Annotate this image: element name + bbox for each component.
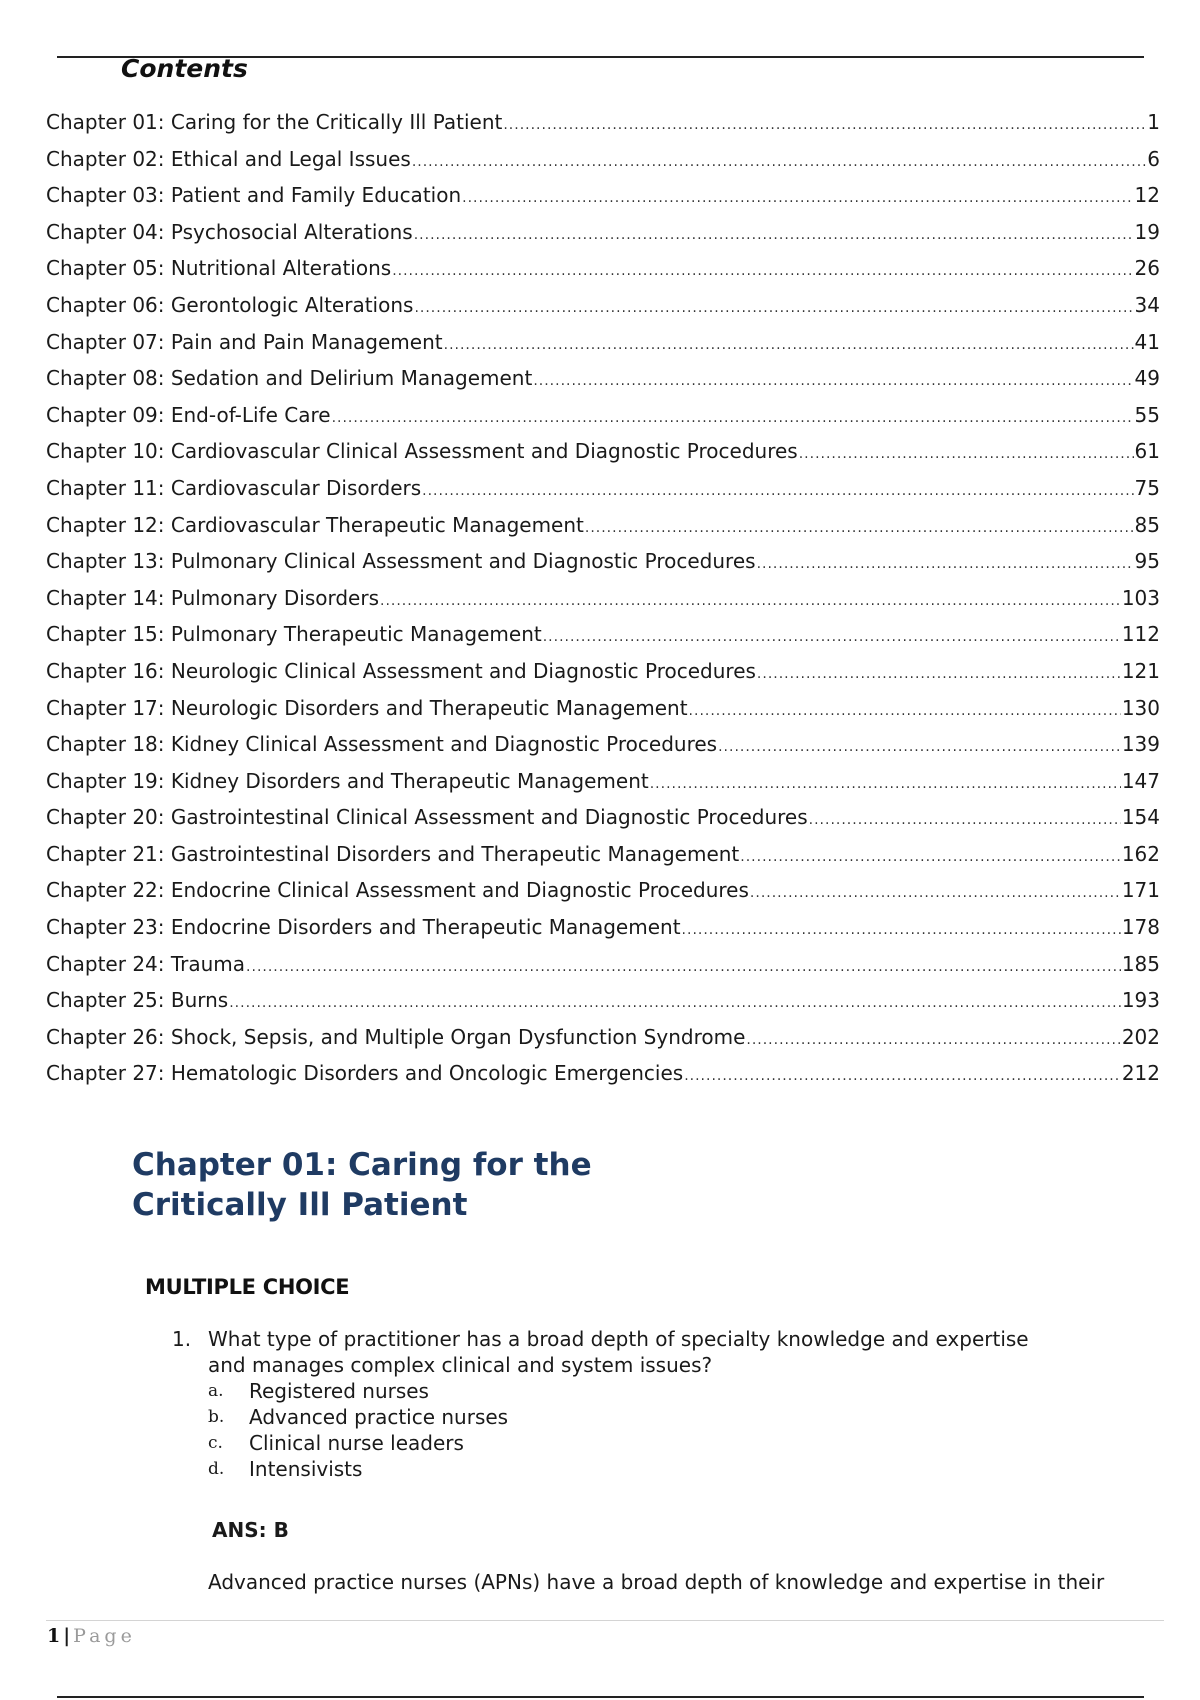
toc-entry[interactable] (46, 878, 1160, 915)
toc-entry-page: 193 (1121, 988, 1160, 1013)
toc-entry-title: Chapter 12: Cardiovascular Therapeutic Management (46, 512, 584, 537)
toc-entry-page: 75 (1134, 475, 1160, 500)
toc-entry-page: 147 (1121, 768, 1160, 793)
toc-entry-page: 178 (1121, 915, 1160, 940)
toc-entry-page: 112 (1121, 622, 1160, 647)
toc-entry-page: 61 (1134, 439, 1160, 464)
toc-entry[interactable] (46, 513, 1160, 550)
toc-entry-page: 162 (1121, 841, 1160, 866)
dot-leader (414, 300, 1133, 316)
toc-entry[interactable] (46, 220, 1160, 257)
option-c (208, 1430, 1072, 1456)
dot-leader (414, 227, 1134, 243)
toc-entry-title: Chapter 23: Endocrine Disorders and Therapeutic Management (46, 915, 681, 940)
dot-leader (809, 812, 1121, 828)
toc-entry[interactable] (46, 696, 1160, 733)
toc-entry-title: Chapter 10: Cardiovascular Clinical Assessment and Diagnostic Procedures (46, 439, 798, 464)
toc-entry-page: 103 (1121, 585, 1160, 610)
dot-leader (422, 483, 1133, 499)
question-text: What type of practitioner has a broad depth of specialty knowledge and expertise and manages complex clinical and system issues? (208, 1327, 1029, 1377)
option-a (208, 1378, 1072, 1404)
toc-entry[interactable] (46, 330, 1160, 367)
page-footer (47, 1625, 136, 1647)
toc-entry-page: 121 (1121, 658, 1160, 683)
toc-entry-title: Chapter 07: Pain and Pain Management (46, 329, 443, 354)
toc-entry-title: Chapter 03: Patient and Family Education (46, 183, 462, 208)
toc-entry[interactable] (46, 366, 1160, 403)
toc-entry-title: Chapter 18: Kidney Clinical Assessment and Diagnostic Procedures (46, 732, 718, 757)
toc-entry-page: 55 (1134, 402, 1160, 427)
option-b (208, 1404, 1072, 1430)
contents-heading: Contents (121, 54, 248, 83)
dot-leader (412, 154, 1146, 170)
toc-entry-page: 41 (1134, 329, 1160, 354)
dot-leader (746, 1032, 1120, 1048)
toc-entry-title: Chapter 09: End-of-Life Care (46, 402, 331, 427)
dot-leader (543, 629, 1121, 645)
footer-rule (46, 1620, 1164, 1621)
dot-leader (750, 885, 1121, 901)
dot-leader (718, 739, 1121, 755)
dot-leader (392, 263, 1133, 279)
option-letter: d. (208, 1459, 225, 1479)
option-letter: a. (208, 1381, 224, 1401)
toc-entry-page: 1 (1147, 110, 1160, 134)
toc-entry-title: Chapter 17: Neurologic Disorders and Therapeutic Management (46, 695, 688, 720)
dot-leader (380, 593, 1121, 609)
option-letter: c. (208, 1433, 223, 1453)
question-number: 1. (172, 1327, 192, 1351)
toc-entry[interactable] (46, 439, 1160, 476)
toc-entry[interactable] (46, 842, 1160, 879)
option-text: Advanced practice nurses (249, 1405, 509, 1429)
dot-leader (689, 703, 1121, 719)
option-text: Intensivists (249, 1457, 363, 1481)
toc-entry-page: 154 (1121, 805, 1160, 830)
toc-entry-page: 171 (1121, 878, 1160, 903)
answer-options (208, 1378, 1072, 1482)
toc-entry[interactable] (46, 915, 1160, 952)
rationale-text: Advanced practice nurses (APNs) have a broad depth of knowledge and expertise in their (208, 1570, 1105, 1594)
option-d (208, 1456, 1072, 1482)
toc-entry[interactable] (46, 659, 1160, 696)
dot-leader (682, 922, 1121, 938)
toc-entry[interactable] (46, 988, 1160, 1025)
toc-entry-title: Chapter 25: Burns (46, 988, 229, 1013)
toc-entry-page: 95 (1134, 549, 1160, 574)
question-1 (172, 1326, 1072, 1482)
toc-entry-page: 26 (1134, 256, 1160, 281)
bottom-rule (57, 1696, 1144, 1698)
toc-entry-page: 49 (1134, 366, 1160, 391)
toc-entry-title: Chapter 21: Gastrointestinal Disorders and Therapeutic Management (46, 841, 740, 866)
dot-leader (332, 410, 1134, 426)
toc-entry-title: Chapter 27: Hematologic Disorders and Oncologic Emergencies (46, 1061, 684, 1086)
option-text: Clinical nurse leaders (249, 1431, 464, 1455)
chapter-heading: Chapter 01: Caring for the Critically Ill Patient (132, 1147, 592, 1223)
toc-entry-title: Chapter 15: Pulmonary Therapeutic Management (46, 622, 542, 647)
toc-entry[interactable] (46, 147, 1160, 184)
toc-entry-title: Chapter 11: Cardiovascular Disorders (46, 475, 422, 500)
dot-leader (246, 959, 1121, 975)
toc-entry-title: Chapter 08: Sedation and Delirium Management (46, 366, 533, 391)
toc-entry-page: 202 (1121, 1024, 1160, 1049)
toc-entry[interactable] (46, 293, 1160, 330)
toc-entry-title: Chapter 05: Nutritional Alterations (46, 256, 392, 281)
toc-entry-page: 19 (1134, 219, 1160, 244)
toc-entry-title: Chapter 26: Shock, Sepsis, and Multiple Organ Dysfunction Syndrome (46, 1024, 746, 1049)
table-of-contents (46, 110, 1160, 1098)
toc-entry-page: 185 (1121, 951, 1160, 976)
option-letter: b. (208, 1407, 225, 1427)
toc-entry-title: Chapter 24: Trauma (46, 951, 246, 976)
dot-leader (229, 995, 1121, 1011)
toc-entry[interactable] (46, 732, 1160, 769)
dot-leader (503, 117, 1146, 133)
toc-entry-page: 85 (1134, 512, 1160, 537)
toc-entry-page: 34 (1134, 292, 1160, 317)
toc-entry-page: 12 (1134, 183, 1160, 208)
toc-entry-title: Chapter 06: Gerontologic Alterations (46, 292, 414, 317)
toc-entry[interactable] (46, 110, 1160, 147)
toc-entry-page: 139 (1121, 732, 1160, 757)
answer-key: ANS: B (212, 1518, 289, 1542)
toc-entry[interactable] (46, 403, 1160, 440)
page-separator: | (63, 1625, 71, 1647)
toc-entry[interactable] (46, 549, 1160, 586)
dot-leader (684, 1068, 1121, 1084)
option-text: Registered nurses (249, 1379, 429, 1403)
toc-entry-title: Chapter 01: Caring for the Critically Ill Patient (46, 110, 503, 134)
page-label: Page (73, 1625, 136, 1647)
toc-entry[interactable] (46, 1025, 1160, 1062)
toc-entry-page: 212 (1121, 1061, 1160, 1086)
toc-entry[interactable] (46, 1061, 1160, 1098)
toc-entry-title: Chapter 14: Pulmonary Disorders (46, 585, 379, 610)
toc-entry-title: Chapter 20: Gastrointestinal Clinical Assessment and Diagnostic Procedures (46, 805, 808, 830)
dot-leader (585, 520, 1134, 536)
section-heading: MULTIPLE CHOICE (145, 1275, 350, 1299)
toc-entry[interactable] (46, 183, 1160, 220)
toc-entry-title: Chapter 13: Pulmonary Clinical Assessment and Diagnostic Procedures (46, 549, 756, 574)
toc-entry-page: 6 (1147, 146, 1160, 171)
dot-leader (799, 446, 1134, 462)
toc-entry-page: 130 (1121, 695, 1160, 720)
page-number: 1 (47, 1625, 61, 1647)
dot-leader (757, 556, 1134, 572)
dot-leader (444, 337, 1134, 353)
toc-entry[interactable] (46, 805, 1160, 842)
toc-entry[interactable] (46, 622, 1160, 659)
toc-entry[interactable] (46, 476, 1160, 513)
dot-leader (740, 849, 1121, 865)
dot-leader (462, 190, 1133, 206)
toc-entry[interactable] (46, 769, 1160, 806)
toc-entry[interactable] (46, 952, 1160, 989)
toc-entry-title: Chapter 16: Neurologic Clinical Assessment and Diagnostic Procedures (46, 658, 756, 683)
toc-entry-title: Chapter 04: Psychosocial Alterations (46, 219, 413, 244)
dot-leader (650, 776, 1121, 792)
toc-entry-title: Chapter 19: Kidney Disorders and Therapeutic Management (46, 768, 649, 793)
toc-entry-title: Chapter 02: Ethical and Legal Issues (46, 146, 411, 171)
toc-entry-title: Chapter 22: Endocrine Clinical Assessment and Diagnostic Procedures (46, 878, 749, 903)
dot-leader (757, 666, 1121, 682)
dot-leader (533, 373, 1133, 389)
toc-entry[interactable] (46, 256, 1160, 293)
toc-entry[interactable] (46, 586, 1160, 623)
